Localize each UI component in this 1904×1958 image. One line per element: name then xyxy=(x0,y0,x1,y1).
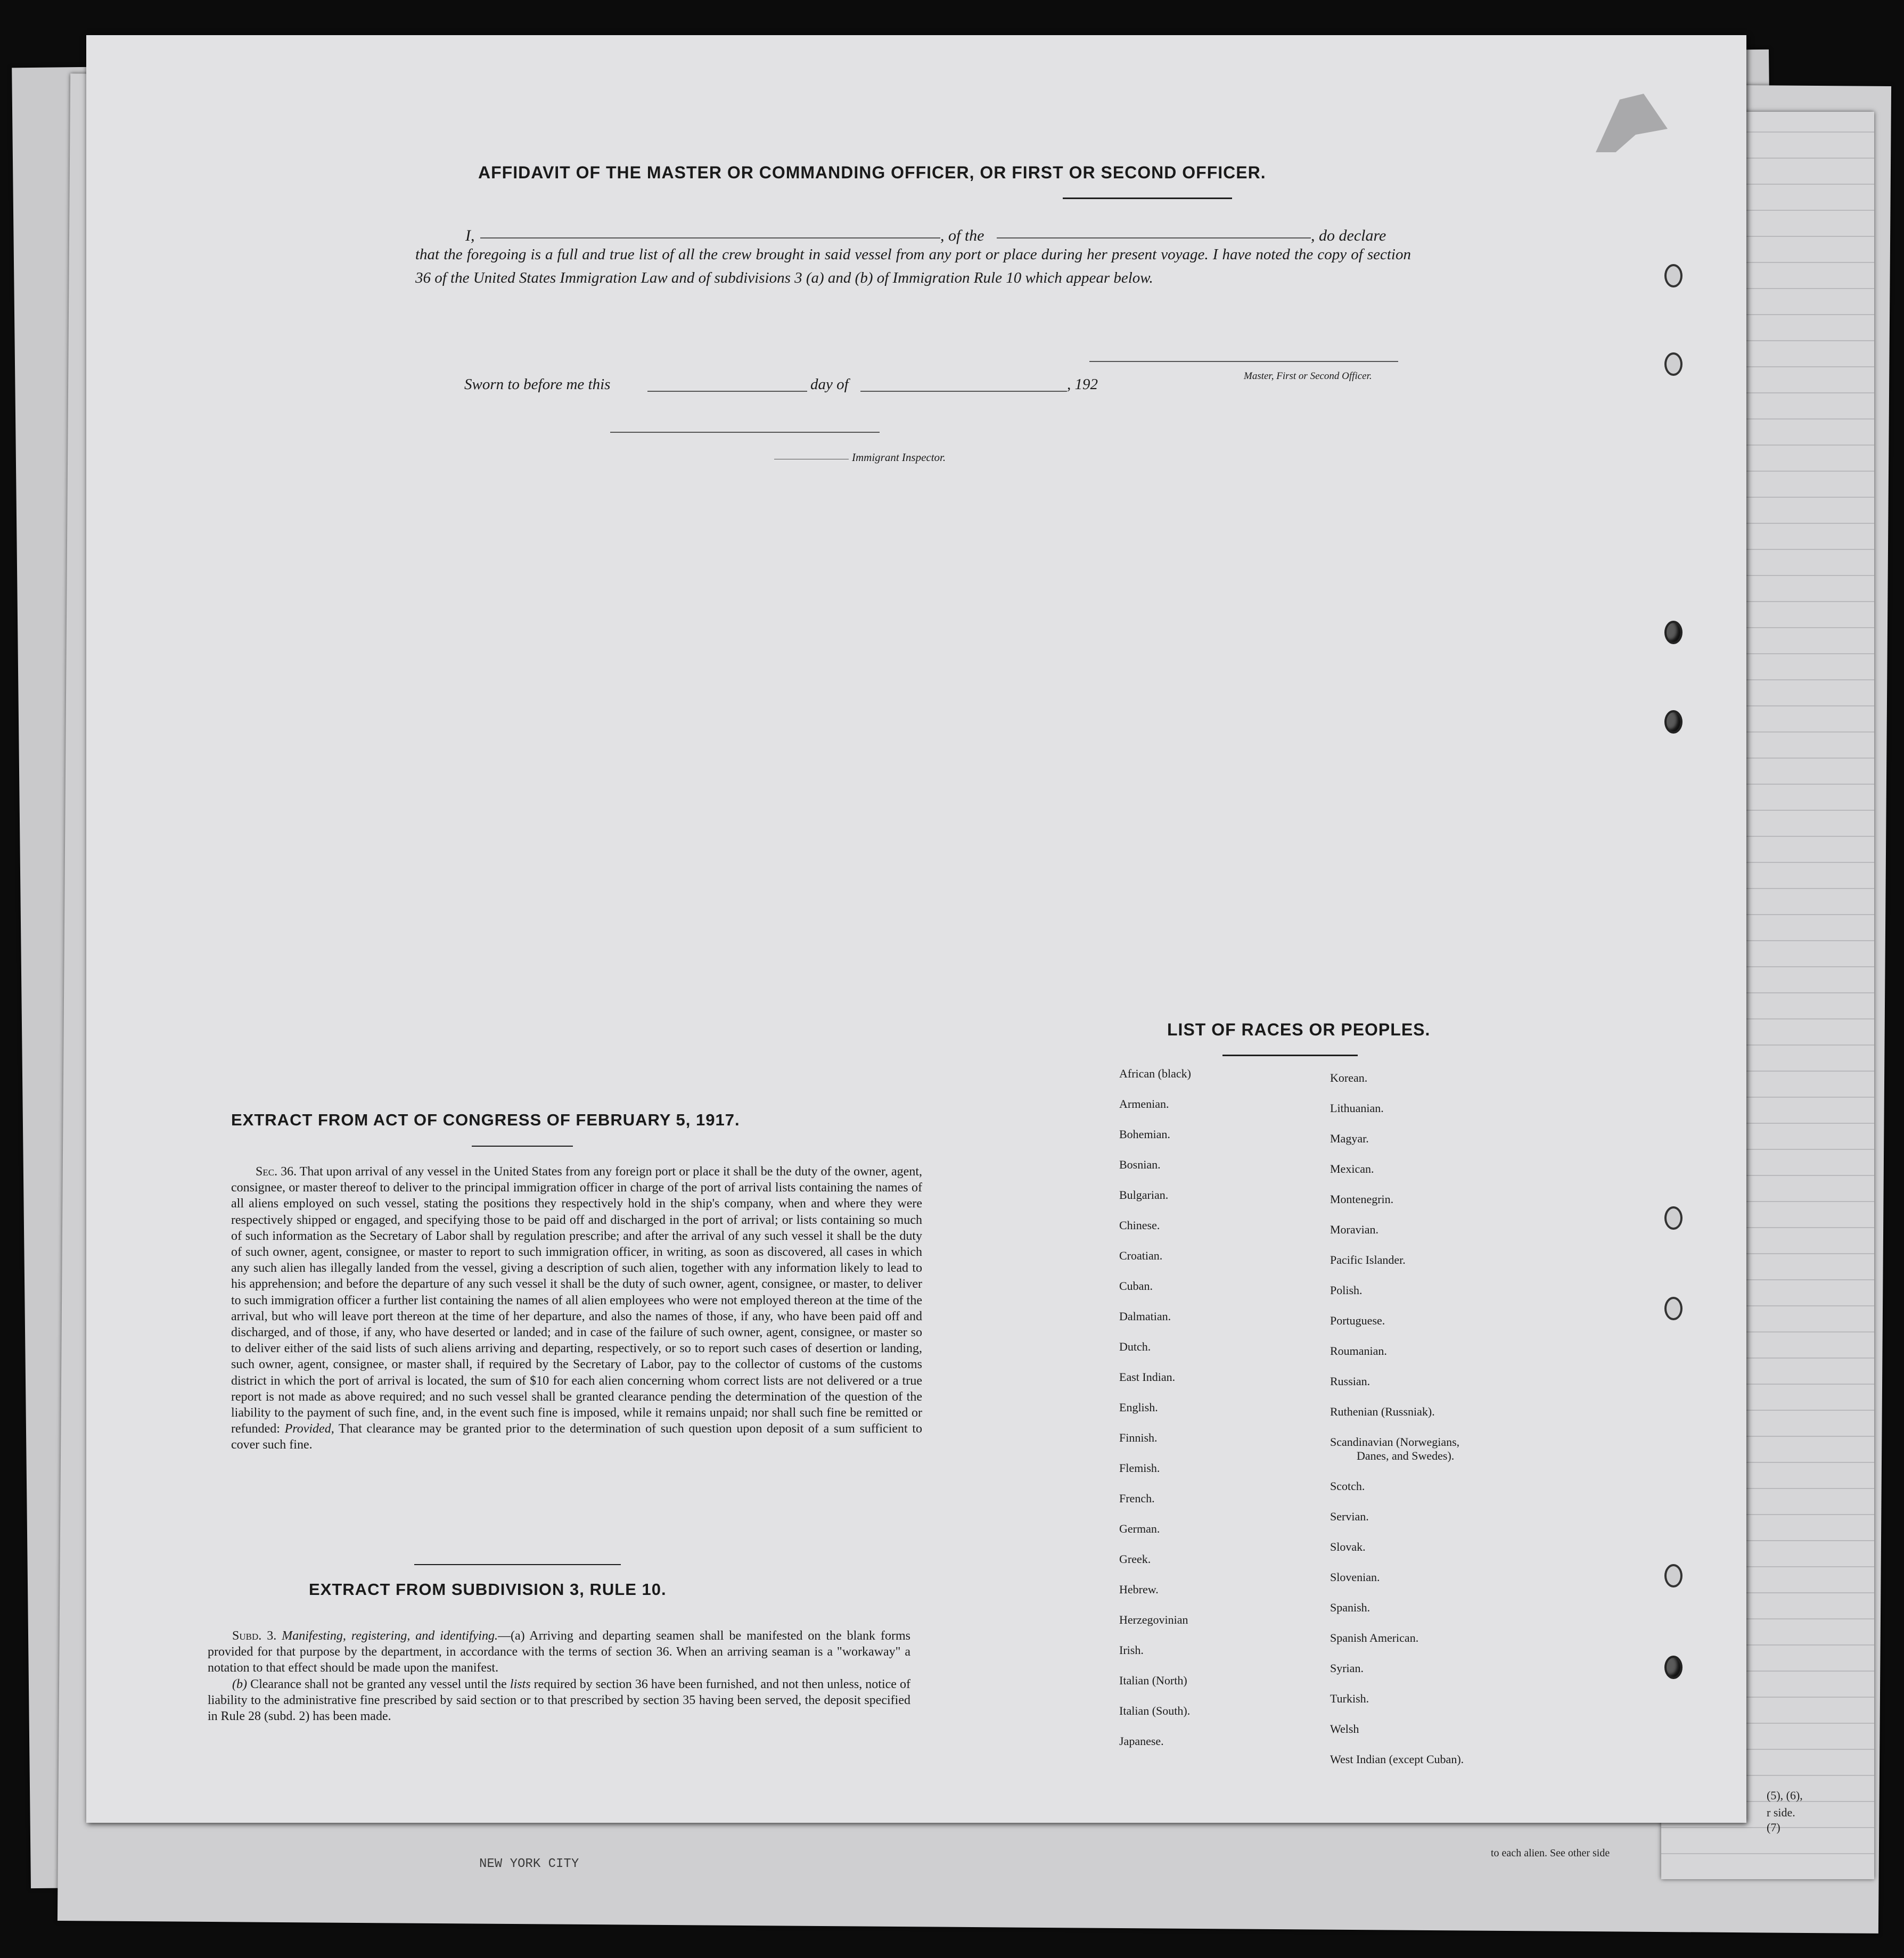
race-item: Magyar. xyxy=(1330,1132,1369,1145)
extract-rule-title: EXTRACT FROM SUBDIVISION 3, RULE 10. xyxy=(309,1580,667,1599)
binder-hole xyxy=(1664,621,1683,644)
race-item: Pacific Islander. xyxy=(1330,1253,1406,1266)
race-item: Ruthenian (Russniak). xyxy=(1330,1405,1435,1418)
race-item: Scandinavian (Norwegians, xyxy=(1330,1435,1460,1449)
race-item: Finnish. xyxy=(1119,1431,1158,1444)
binder-hole xyxy=(1664,1206,1683,1230)
side-note: r side. xyxy=(1767,1806,1795,1819)
para-a-text: Arriving and departing seamen shall be manifested on the blank forms provided for that purpose by the department, in accordance with the terms of section 36. When an arriving seaman is a "workaway" a notation to that effect should be made upon the manifest. xyxy=(208,1629,910,1675)
inspector-signature-line xyxy=(610,432,880,433)
race-item: Lithuanian. xyxy=(1330,1101,1384,1115)
race-item: Dutch. xyxy=(1119,1340,1151,1353)
race-item: Welsh xyxy=(1330,1722,1359,1735)
race-item: West Indian (except Cuban). xyxy=(1330,1753,1464,1766)
race-item: French. xyxy=(1119,1492,1155,1505)
affidavit-of-the: , of the xyxy=(940,227,984,244)
subd-heading: Manifesting, registering, and identifying. xyxy=(282,1629,498,1643)
race-item: Spanish. xyxy=(1330,1601,1370,1614)
affidavit-body: that the foregoing is a full and true list of all the crew brought in said vessel from any port or place during her present voyage. I have noted the copy of section 36 of the United States Immigration Law and of subdivisions 3 (a) and (b) of Immigration Rule 10 which appear below. xyxy=(415,246,1411,286)
race-item: Portuguese. xyxy=(1330,1314,1385,1327)
binder-hole xyxy=(1664,264,1683,287)
binder-hole xyxy=(1664,710,1683,734)
day-line xyxy=(647,391,807,392)
provided-label: Provided, xyxy=(284,1422,334,1436)
race-item: Chinese. xyxy=(1119,1219,1160,1232)
signature-label: Master, First or Second Officer. xyxy=(1244,371,1372,382)
title-underline xyxy=(1063,198,1232,199)
subdivision-3-text xyxy=(208,1628,910,1724)
affidavit-declare: , do declare xyxy=(1311,227,1386,244)
race-item: Hebrew. xyxy=(1119,1583,1159,1596)
race-item: Armenian. xyxy=(1119,1097,1169,1110)
race-item: Herzegovinian xyxy=(1119,1613,1188,1626)
para-a-marker: —(a) xyxy=(497,1629,525,1643)
race-item: Dalmatian. xyxy=(1119,1310,1171,1323)
race-item: Slovak. xyxy=(1330,1540,1366,1553)
race-item: Montenegrin. xyxy=(1330,1192,1394,1206)
race-item: Korean. xyxy=(1330,1071,1368,1084)
race-item: Slovenian. xyxy=(1330,1570,1380,1584)
race-item: Flemish. xyxy=(1119,1461,1160,1475)
binder-hole xyxy=(1664,1656,1683,1679)
bottom-note: to each alien. See other side xyxy=(1491,1847,1610,1859)
affidavit-i: I, xyxy=(465,227,475,244)
binder-hole xyxy=(1664,1297,1683,1320)
sworn-label: Sworn to before me this xyxy=(464,376,611,393)
race-item: Japanese. xyxy=(1119,1734,1164,1748)
race-item: German. xyxy=(1119,1522,1160,1535)
race-item: Bohemian. xyxy=(1119,1128,1170,1141)
race-item: Roumanian. xyxy=(1330,1344,1387,1358)
para-b-lists: lists xyxy=(510,1677,531,1691)
races-underline xyxy=(1222,1055,1358,1056)
race-item: Irish. xyxy=(1119,1643,1144,1657)
race-item: Italian (South). xyxy=(1119,1704,1191,1717)
year-prefix: , 192 xyxy=(1067,376,1098,393)
vessel-line xyxy=(997,237,1311,238)
affidavit-title: AFFIDAVIT OF THE MASTER OR COMMANDING OFFICER, OR FIRST OR SECOND OFFICER. xyxy=(478,163,1266,182)
section-36-text xyxy=(231,1164,922,1453)
section-36-body: That upon arrival of any vessel in the United States from any foreign port or place it shall be the duty of the owner, agent, consignee, or master thereof to deliver to the principal immigration officer in charge of the port of arrival lists containing the names of all aliens employed on such vessel, stating the positions they respectively hold in the ship's company, when and where they were respectively shipped or engaged, and specifying those to be paid off and discharged in the port of arrival; or lists containing so much of such information as the Secretary of Labor shall by regulation prescribe; and after the arrival of any such vessel it shall be the duty of such owner, agent, consignee, or master to report to such immigration officer, in writing, as soon as discovered, all cases in which any such alien has illegally landed from the vessel, giving a description of such alien, together with any information likely to lead to his apprehension; and before the departure of any such vessel it shall be the duty of such owner, agent, consignee, or master, to deliver to such immigration officer a further list containing the names of all alien employees who were not employed thereon at the time of the arrival, but who will leave port thereon at the time of her departure, and also the names of those, if any, who have been paid off and discharged, and of those, if any, who have deserted or landed; and in case of the failure of such owner, agent, consignee, or master so to deliver either of the said lists of such aliens arriving and departing, respectively, or so to report such cases of desertion or landing, such owner, agent, consignee, or master shall, if required by the Secretary of Labor, pay to the collector of customs of the customs district in which the port of arrival is located, the sum of $10 for each alien concerning whom correct lists are not delivered or a true report is not made as above required; and no such vessel shall be granted clearance pending the determination of the question of the liability to the payment of such fine, and, in the event such fine is imposed, while it remains unpaid; nor shall such fine be remitted or refunded: xyxy=(231,1165,922,1436)
side-note: (7) xyxy=(1767,1821,1780,1834)
side-note: (5), (6), xyxy=(1767,1789,1803,1802)
para-b-text-2: required by section 36 have been furnished, and not then unless, notice of liability to the administrative fine prescribed by said section or to that prescribed by section 35 having been served, the deposit specified in Rule 28 (subd. 2) has been made. xyxy=(208,1677,911,1724)
race-item: Bulgarian. xyxy=(1119,1188,1169,1202)
race-item: East Indian. xyxy=(1119,1370,1176,1384)
race-item: English. xyxy=(1119,1401,1158,1414)
race-item: Spanish American. xyxy=(1330,1631,1419,1644)
para-b-marker: (b) xyxy=(232,1677,247,1691)
race-item: Bosnian. xyxy=(1119,1158,1161,1171)
race-item: Scotch. xyxy=(1330,1479,1365,1493)
extract-act-title: EXTRACT FROM ACT OF CONGRESS OF FEBRUARY 5, 1917. xyxy=(231,1110,740,1129)
day-of-label: day of xyxy=(810,376,849,393)
para-b-text-1: Clearance shall not be granted any vessel until the xyxy=(250,1677,507,1691)
subd-label: Subd. 3. xyxy=(232,1629,277,1643)
section-divider xyxy=(414,1564,621,1565)
torn-corner xyxy=(1588,94,1668,152)
race-item: Russian. xyxy=(1330,1375,1370,1388)
race-item: Moravian. xyxy=(1330,1223,1379,1236)
race-item: Cuban. xyxy=(1119,1279,1153,1293)
races-title: LIST OF RACES OR PEOPLES. xyxy=(1167,1020,1431,1039)
race-item: Turkish. xyxy=(1330,1692,1369,1705)
document-page xyxy=(86,35,1746,1823)
race-item: Syrian. xyxy=(1330,1661,1364,1675)
inspector-label: Immigrant Inspector. xyxy=(852,451,946,464)
race-item: Croatian. xyxy=(1119,1249,1163,1262)
race-item: Polish. xyxy=(1330,1284,1363,1297)
race-item: Servian. xyxy=(1330,1510,1369,1523)
bottom-stamp: NEW YORK CITY xyxy=(479,1857,579,1871)
binder-hole xyxy=(1664,1564,1683,1587)
signature-line xyxy=(1089,361,1398,362)
race-item: Italian (North) xyxy=(1119,1674,1187,1687)
race-item: Greek. xyxy=(1119,1552,1151,1566)
race-item: African (black) xyxy=(1119,1067,1191,1080)
section-36-end: That clearance may be granted prior to the determination of such question upon deposit of a sum sufficient to cover such fine. xyxy=(231,1422,922,1452)
extract-act-underline xyxy=(472,1146,573,1147)
race-item: Danes, and Swedes). xyxy=(1357,1449,1455,1462)
binder-hole xyxy=(1664,352,1683,376)
race-item: Mexican. xyxy=(1330,1162,1374,1175)
month-line xyxy=(860,391,1067,392)
name-line xyxy=(480,237,940,238)
section-label: Sec. 36. xyxy=(256,1165,297,1179)
